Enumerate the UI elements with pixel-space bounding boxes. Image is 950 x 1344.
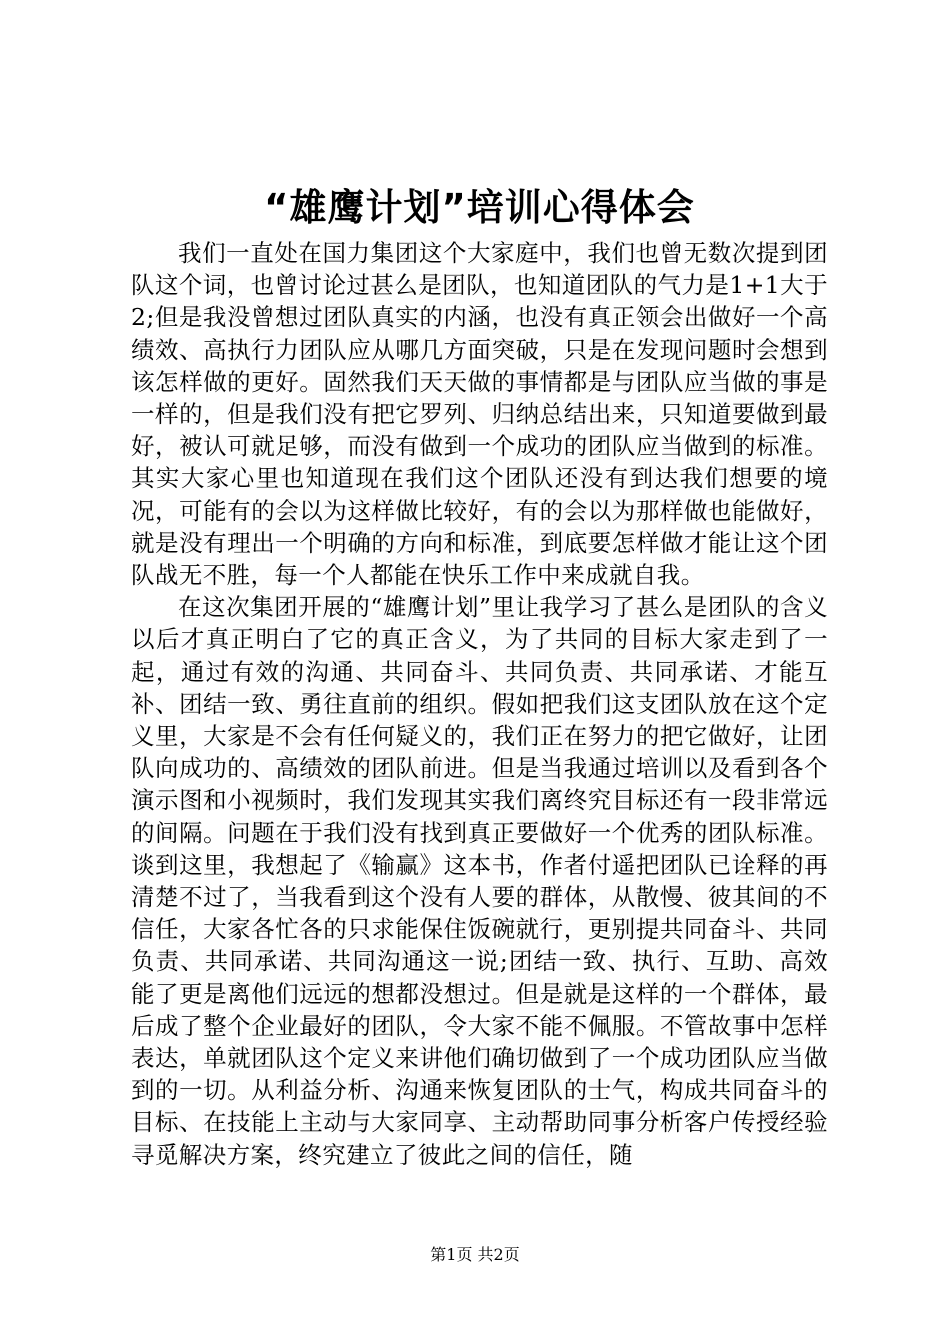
paragraph-1: 我们一直处在国力集团这个大家庭中，我们也曾无数次提到团队这个词，也曾讨论过甚么是团队，也知道团队的气力是1+1大于2;但是我没曾想过团队真实的内涵，也没有真正领会出做好一个高绩效、高执行力团队应从哪几方面突破，只是在发现问题时会想到该怎样做的更好。固然我们天天做的事情都是与团队应当做的事是一样的，但是我们没有把它罗列、归纳总结出来，只知道要做到最好，被认可就足够，而没有做到一个成功的团队应当做到的标准。其实大家心里也知道现在我们这个团队还没有到达我们想要的境况，可能有的会以为这样做比较好，有的会以为那样做也能做好，就是没有理出一个明确的方向和标准，到底要怎样做才能让这个团队战无不胜，每一个人都能在快乐工作中来成就自我。 [131,239,828,590]
page-footer: 第1页 共2页 [430,1245,520,1264]
paragraph-2: 在这次集团开展的“雄鹰计划”里让我学习了甚么是团队的含义以后才真正明白了它的真正含义，为了共同的目标大家走到了一起，通过有效的沟通、共同奋斗、共同负责、共同承诺、才能互补、团结一致、勇往直前的组织。假如把我们这支团队放在这个定义里，大家是不会有任何疑义的，我们正在努力的把它做好，让团队向成功的、高绩效的团队前进。但是当我通过培训以及看到各个演示图和小视频时，我们发现其实我们离终究目标还有一段非常远的间隔。问题在于我们没有找到真正要做好一个优秀的团队标准。谈到这里，我想起了《输赢》这本书，作者付遥把团队已诠释的再清楚不过了，当我看到这个没有人要的群体，从散慢、彼其间的不信任，大家各忙各的只求能保住饭碗就行，更别提共同奋斗、共同负责、共同承诺、共同沟通这一说;团结一致、执行、互助、高效能了更是离他们远远的想都没想过。但是就是这样的一个群体，最后成了整个企业最好的团队，令大家不能不佩服。不管故事中怎样表达，单就团队这个定义来讲他们确切做到了一个成功团队应当做到的一切。从利益分析、沟通来恢复团队的士气，构成共同奋斗的目标、在技能上主动与大家同享、主动帮助同事分析客户传授经验寻觅解决方案，终究建立了彼此之间的信任，随 [131,593,828,1169]
document-body [131,237,828,1171]
document-title: “雄鹰计划”培训心得体会 [264,186,695,229]
